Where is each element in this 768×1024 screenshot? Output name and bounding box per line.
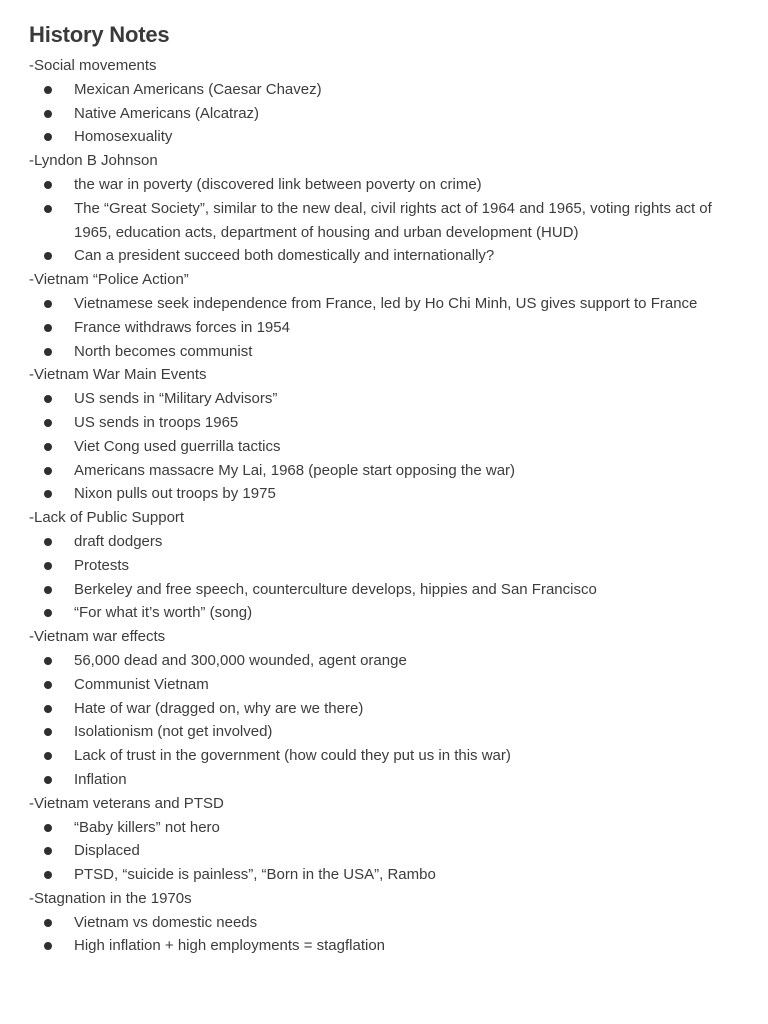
list-item — [29, 292, 768, 316]
section-heading: -Vietnam veterans and PTSD — [29, 794, 224, 812]
bullet-list — [29, 292, 768, 363]
list-item-text: Berkeley and free speech, counterculture develops, hippies and San Francisco — [74, 580, 597, 598]
section-heading: -Vietnam War Main Events — [29, 366, 207, 384]
bullet-dot-icon — [44, 300, 52, 308]
list-item-text: Nixon pulls out troops by 1975 — [74, 485, 276, 503]
bullet-dot-icon — [44, 705, 52, 713]
bullet-dot-icon — [44, 205, 52, 213]
bullet-dot-icon — [44, 919, 52, 927]
list-item — [29, 125, 768, 149]
bullet-dot-icon — [44, 871, 52, 879]
bullet-dot-icon — [44, 86, 52, 94]
bullet-list — [29, 649, 768, 792]
bullet-dot-icon — [44, 443, 52, 451]
list-item-text: the war in poverty (discovered link between poverty on crime) — [74, 175, 482, 193]
list-item — [29, 601, 768, 625]
list-item — [29, 911, 768, 935]
bullet-dot-icon — [44, 467, 52, 475]
bullet-list — [29, 530, 768, 625]
list-item-text: Vietnamese seek independence from France, led by Ho Chi Minh, US gives support to France — [74, 294, 698, 312]
bullet-dot-icon — [44, 942, 52, 950]
list-item-text: PTSD, “suicide is painless”, “Born in the USA”, Rambo — [74, 866, 436, 884]
list-item — [29, 340, 768, 364]
list-item-text: US sends in troops 1965 — [74, 413, 239, 431]
list-item-text: Protests — [74, 556, 130, 574]
bullet-dot-icon — [44, 419, 52, 427]
list-item-text: High inflation + high employments = stagflation — [74, 937, 386, 955]
note-title: History Notes — [29, 22, 170, 47]
list-item-text: “Baby killers” not hero — [74, 818, 220, 836]
bullet-dot-icon — [44, 348, 52, 356]
bullet-dot-icon — [44, 586, 52, 594]
list-item-text: draft dodgers — [74, 532, 163, 550]
bullet-list — [29, 816, 768, 887]
bullet-dot-icon — [44, 847, 52, 855]
list-item-text: US sends in “Military Advisors” — [74, 390, 278, 408]
list-item — [29, 720, 768, 744]
list-item — [29, 697, 768, 721]
list-item-text: Displaced — [74, 842, 140, 860]
list-item-text: Mexican Americans (Caesar Chavez) — [74, 80, 322, 98]
bullet-dot-icon — [44, 133, 52, 141]
list-item — [29, 102, 768, 126]
list-item — [29, 411, 768, 435]
list-item — [29, 673, 768, 697]
list-item-text: Native Americans (Alcatraz) — [74, 104, 260, 122]
list-item-text: 56,000 dead and 300,000 wounded, agent orange — [74, 651, 407, 669]
bullet-dot-icon — [44, 181, 52, 189]
bullet-dot-icon — [44, 324, 52, 332]
list-item — [29, 530, 768, 554]
bullet-dot-icon — [44, 395, 52, 403]
list-item-text: The “Great Society”, similar to the new deal, civil rights act of 1964 and 1965, voting rights act of 1965, education acts, department of housing and urban development (HUD) — [74, 199, 712, 241]
list-item — [29, 744, 768, 768]
bullet-dot-icon — [44, 562, 52, 570]
bullet-list — [29, 173, 768, 268]
bullet-dot-icon — [44, 728, 52, 736]
list-item — [29, 863, 768, 887]
bullet-dot-icon — [44, 252, 52, 260]
list-item-text: Homosexuality — [74, 128, 173, 146]
list-item-text: Inflation — [74, 770, 127, 788]
bullet-dot-icon — [44, 609, 52, 617]
bullet-list — [29, 387, 768, 506]
bullet-dot-icon — [44, 657, 52, 665]
list-item — [29, 387, 768, 411]
list-item — [29, 316, 768, 340]
bullet-dot-icon — [44, 824, 52, 832]
bullet-list — [29, 78, 768, 149]
section-heading: -Stagnation in the 1970s — [29, 889, 192, 907]
bullet-dot-icon — [44, 110, 52, 118]
list-item-text: Lack of trust in the government (how could they put us in this war) — [74, 747, 511, 765]
list-item — [29, 768, 768, 792]
list-item-text: Communist Vietnam — [74, 675, 209, 693]
list-item — [29, 934, 768, 958]
list-item — [29, 435, 768, 459]
bullet-dot-icon — [44, 490, 52, 498]
section-heading: -Vietnam “Police Action” — [29, 271, 189, 289]
list-item-text: Vietnam vs domestic needs — [74, 913, 258, 931]
list-item — [29, 839, 768, 863]
section-heading: -Lack of Public Support — [29, 509, 185, 527]
list-item — [29, 173, 768, 197]
list-item — [29, 78, 768, 102]
list-item — [29, 649, 768, 673]
note-sections — [29, 54, 768, 958]
section-heading: -Social movements — [29, 57, 157, 74]
list-item — [29, 459, 768, 483]
list-item-text: Americans massacre My Lai, 1968 (people start opposing the war) — [74, 461, 516, 479]
list-item-text: Viet Cong used guerrilla tactics — [74, 437, 281, 455]
list-item-text: North becomes communist — [74, 342, 253, 360]
list-item-text: Can a president succeed both domestically and internationally? — [74, 247, 495, 265]
bullet-dot-icon — [44, 752, 52, 760]
list-item-text: France withdraws forces in 1954 — [74, 318, 290, 336]
list-item-text: Hate of war (dragged on, why are we there) — [74, 699, 364, 717]
section-heading: -Lyndon B Johnson — [29, 152, 158, 170]
list-item — [29, 554, 768, 578]
bullet-dot-icon — [44, 681, 52, 689]
bullet-dot-icon — [44, 538, 52, 546]
list-item — [29, 816, 768, 840]
list-item — [29, 244, 768, 268]
bullet-dot-icon — [44, 776, 52, 784]
bullet-list — [29, 911, 768, 959]
list-item — [29, 578, 768, 602]
list-item — [29, 197, 768, 245]
list-item-text: “For what it’s worth” (song) — [74, 604, 253, 622]
list-item-text: Isolationism (not get involved) — [74, 723, 273, 741]
list-item — [29, 482, 768, 506]
section-heading: -Vietnam war effects — [29, 628, 166, 646]
